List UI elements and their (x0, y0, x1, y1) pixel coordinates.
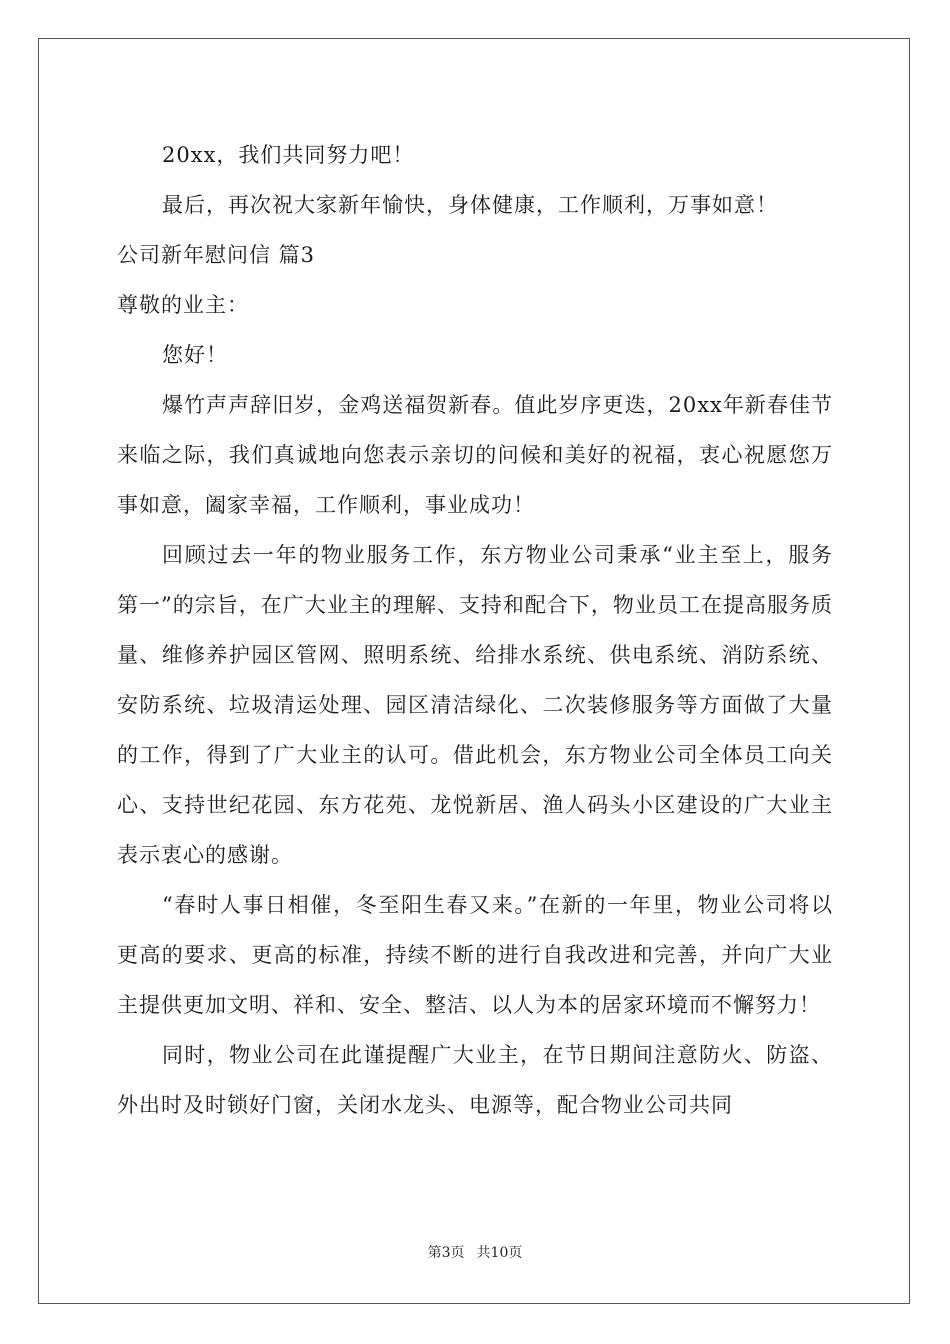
paragraph-review: 回顾过去一年的物业服务工作，东方物业公司秉承“业主至上，服务第一”的宗旨，在广大业主的理解、支持和配合下，物业员工在提高服务质量、维修养护园区管网、照明系统、给排水系统、供电系统、消防系统、安防系统、垃圾清运处理、园区清洁绿化、二次装修服务等方面做了大量的工作，得到了广大业主的认可。借此机会，东方物业公司全体员工向关心、支持世纪花园、东方花苑、龙悦新居、渔人码头小区建设的广大业主表示衷心的感谢。 (117, 543, 833, 867)
paragraph-new-year-commitment: “春时人事日相催，冬至阳生春又来。”在新的一年里，物业公司将以更高的要求、更高的标准，持续不断的进行自我改进和完善，并向广大业主提供更加文明、祥和、安全、整洁、以人为本的居家环境而不懈努力！ (117, 893, 833, 1017)
document-body (117, 130, 833, 1130)
page-footer (0, 1242, 950, 1262)
page-total: 共10页 (476, 1245, 523, 1261)
paragraph-safety-reminder: 同时，物业公司在此谨提醒广大业主，在节日期间注意防火、防盗、外出时及时锁好门窗，关闭水龙头、电源等，配合物业公司共同 (117, 1043, 833, 1117)
paragraph-closing-blessing: 最后，再次祝大家新年愉快，身体健康，工作顺利，万事如意！ (162, 193, 778, 217)
section-title: 公司新年慰问信 篇3 (117, 243, 316, 267)
page-number: 第3页 (427, 1245, 465, 1261)
paragraph-closing-wish: 20xx，我们共同努力吧！ (162, 143, 415, 167)
greeting: 您好！ (162, 343, 228, 367)
salutation: 尊敬的业主： (117, 293, 249, 317)
paragraph-new-year-wishes: 爆竹声声辞旧岁，金鸡送福贺新春。值此岁序更迭，20xx年新春佳节来临之际，我们真诚地向您表示亲切的问候和美好的祝福，衷心祝愿您万事如意，阖家幸福，工作顺利，事业成功！ (117, 393, 833, 517)
